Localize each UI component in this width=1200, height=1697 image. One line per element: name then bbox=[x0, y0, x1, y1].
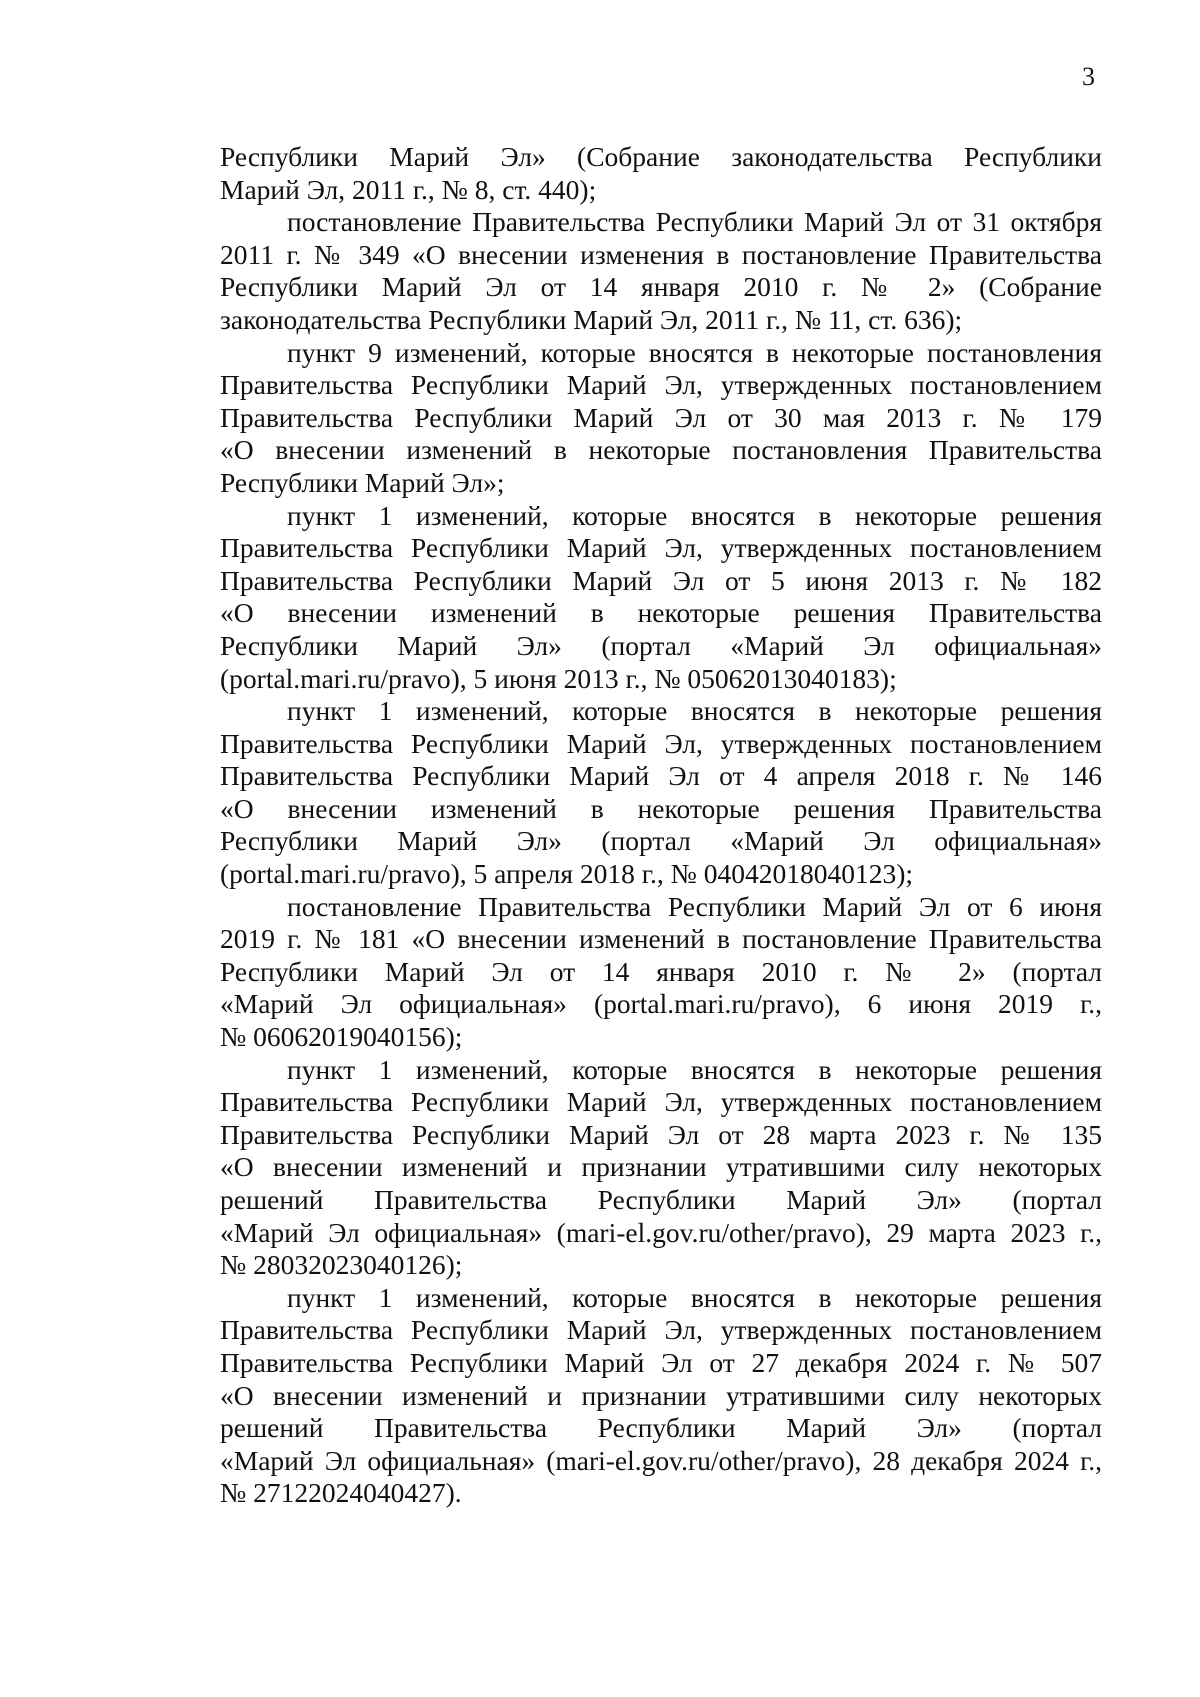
text-line: Марий Эл, 2011 г., № 8, ст. 440); bbox=[220, 173, 597, 205]
text-line: Республики Марий Эл» (Собрание законодательства Республики bbox=[220, 141, 1102, 172]
text-line: «Марий Эл официальная» (mari-el.gov.ru/other/pravo), 28 декабря 2024 г., bbox=[220, 1444, 1102, 1476]
text-line: законодательства Республики Марий Эл, 2011 г., № 11, ст. 636); bbox=[220, 303, 963, 335]
text-line: № 27122024040427). bbox=[220, 1477, 462, 1509]
text-line: пункт 1 изменений, которые вносятся в некоторые решения bbox=[287, 499, 1102, 531]
text-line: Правительства Республики Марий Эл от 30 мая 2013 г. № 179 bbox=[220, 401, 1102, 433]
text-line: «Марий Эл официальная» (portal.mari.ru/pravo), 6 июня 2019 г., bbox=[220, 988, 1102, 1020]
text-line: пункт 1 изменений, которые вносятся в некоторые решения bbox=[287, 1053, 1102, 1085]
text-line: пункт 1 изменений, которые вносятся в некоторые решения bbox=[287, 695, 1102, 727]
text-line: Правительства Республики Марий Эл, утвержденных постановлением bbox=[220, 369, 1102, 401]
text-line: 2019 г. № 181 «О внесении изменений в постановление Правительства bbox=[220, 923, 1102, 955]
text-line: № 06062019040156); bbox=[220, 1021, 463, 1053]
document-body bbox=[220, 141, 1102, 1510]
text-line: решений Правительства Республики Марий Эл» (портал bbox=[220, 1412, 1102, 1444]
text-line: пункт 1 изменений, которые вносятся в некоторые решения bbox=[287, 1281, 1102, 1313]
text-line: № 28032023040126); bbox=[220, 1249, 463, 1281]
text-line: 2011 г. № 349 «О внесении изменения в постановление Правительства bbox=[220, 238, 1102, 270]
text-line: (portal.mari.ru/pravo), 5 июня 2013 г., № 05062013040183); bbox=[220, 662, 897, 694]
text-line: «О внесении изменений и признании утратившими силу некоторых bbox=[220, 1151, 1102, 1183]
page-number: 3 bbox=[1082, 62, 1095, 91]
text-line: постановление Правительства Республики Марий Эл от 6 июня bbox=[287, 890, 1102, 922]
text-line: решений Правительства Республики Марий Эл» (портал bbox=[220, 1184, 1102, 1215]
text-line: Республики Марий Эл от 14 января 2010 г. № 2» (портал bbox=[220, 955, 1102, 987]
text-line: Правительства Республики Марий Эл от 28 марта 2023 г. № 135 bbox=[220, 1118, 1102, 1150]
text-line: Правительства Республики Марий Эл, утвержденных постановлением bbox=[220, 1314, 1102, 1346]
text-line: «О внесении изменений в некоторые решения Правительства bbox=[220, 792, 1102, 824]
text-line: постановление Правительства Республики Марий Эл от 31 октября bbox=[287, 206, 1102, 238]
text-line: Республики Марий Эл от 14 января 2010 г. № 2» (Собрание bbox=[220, 271, 1102, 303]
text-line: Правительства Республики Марий Эл от 5 июня 2013 г. № 182 bbox=[220, 564, 1102, 596]
text-line: «Марий Эл официальная» (mari-el.gov.ru/other/pravo), 29 марта 2023 г., bbox=[220, 1216, 1102, 1248]
text-line: пункт 9 изменений, которые вносятся в некоторые постановления bbox=[287, 336, 1102, 368]
text-line: Республики Марий Эл» (портал «Марий Эл официальная» bbox=[220, 629, 1102, 661]
text-line: «О внесении изменений и признании утратившими силу некоторых bbox=[220, 1379, 1102, 1411]
text-line: Правительства Республики Марий Эл от 4 апреля 2018 г. № 146 bbox=[220, 760, 1102, 792]
text-line: «О внесении изменений в некоторые решения Правительства bbox=[220, 597, 1102, 629]
text-line: (portal.mari.ru/pravo), 5 апреля 2018 г., № 04042018040123); bbox=[220, 858, 913, 890]
text-line: Правительства Республики Марий Эл, утвержденных постановлением bbox=[220, 532, 1102, 564]
text-line: Правительства Республики Марий Эл, утвержденных постановлением bbox=[220, 727, 1102, 759]
text-line: Республики Марий Эл» (портал «Марий Эл официальная» bbox=[220, 825, 1102, 857]
text-line: Правительства Республики Марий Эл, утвержденных постановлением bbox=[220, 1086, 1102, 1118]
text-line: Республики Марий Эл»; bbox=[220, 466, 505, 498]
text-line: Правительства Республики Марий Эл от 27 декабря 2024 г. № 507 bbox=[220, 1346, 1102, 1378]
text-line: «О внесении изменений в некоторые постановления Правительства bbox=[220, 434, 1102, 466]
